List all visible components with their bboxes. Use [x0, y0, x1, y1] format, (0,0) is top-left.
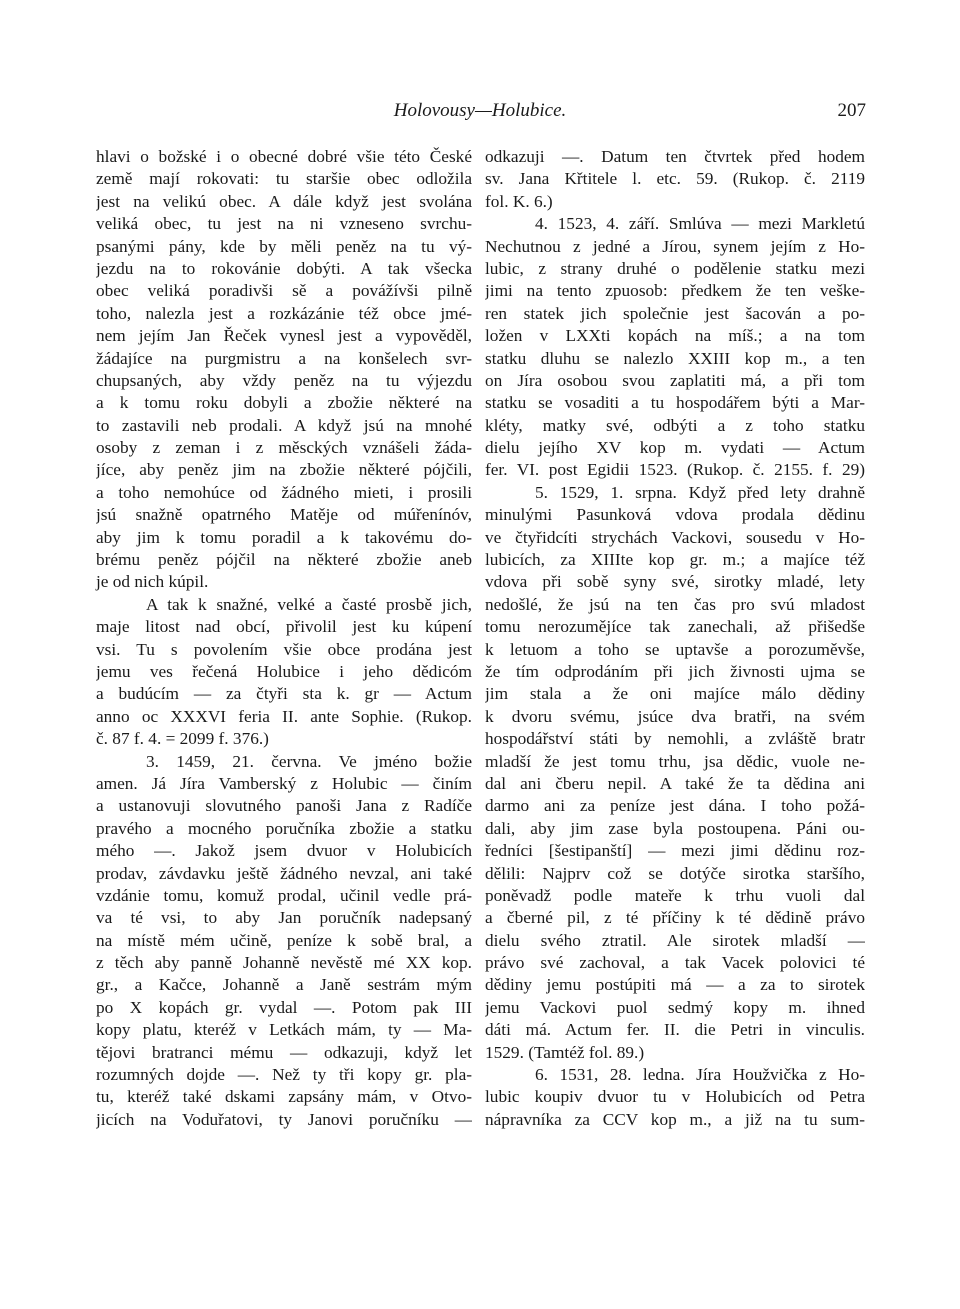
text-line: on Jíra osobou svou zaplatiti má, a při tom [485, 370, 865, 390]
text-line: kopy platu, kteréž v Letkách mám, ty — Ma- [96, 1020, 472, 1040]
text-line: k dvoru svému, jsúce dva bratři, na svém [485, 706, 865, 726]
text-line: ve čtyřidcíti strychách Vackovi, sousedu v Ho- [485, 527, 865, 547]
text-line: veliká obec, tu jest na ni vzneseno svrchu- [96, 214, 472, 234]
text-line: tu, kteréž také dskami zapsány mám, v Otvo- [96, 1087, 472, 1107]
text-line: žádajíce na purgmistru a na konšelech svr- [96, 348, 472, 368]
text-line: tějovi bratranci mému — odkazuji, když let [96, 1042, 472, 1062]
text-line: lubic koupiv dvuor tu v Holubicích od Petra [485, 1087, 865, 1107]
text-line: toho, nalezla jest a rozkázánie též obce jmé- [96, 303, 472, 323]
text-line: Nechutnou z jedné a Jírou, synem jejím z Ho- [485, 236, 865, 256]
text-line: dali, aby jim zase byla postoupena. Páni ou- [485, 818, 865, 838]
text-line: jest na velikú obec. A dále když jest svolána [96, 191, 472, 211]
text-line: dáti má. Actum fer. II. die Petri in vinculis. [485, 1020, 865, 1040]
text-line: jezdu na to rokovánie dobýti. A tak všecka [96, 258, 472, 278]
text-line: chupsaných, aby vždy peněz na tu výjezdu [96, 370, 472, 390]
page-number: 207 [837, 100, 866, 121]
text-line: mého —. Jakož jsem dvuor v Holubicích [96, 841, 472, 861]
text-line: 3. 1459, 21. června. Ve jméno božie [146, 751, 472, 771]
text-line: maje litost nad obcí, přivolil jest ku kúpení [96, 617, 472, 637]
text-line: 4. 1523, 4. září. Smlúva — mezi Markletú [535, 214, 865, 234]
text-line: prodav, závdavku ještě žádného nevzal, ani také [96, 863, 472, 883]
text-line: č. 87 f. 4. = 2099 f. 376.) [96, 729, 269, 749]
text-line: aby jim k tomu poradil a k takovému do- [96, 527, 472, 547]
text-line: pravého a mocného poručníka zbožie a statku [96, 818, 472, 838]
text-line: anno oc XXXVI feria II. ante Sophie. (Rukop. [96, 706, 472, 726]
text-line: ložen v LXXti kopách na míš.; a na tom [485, 326, 865, 346]
text-line: a k tomu roku dobyli a zbožie některé na [96, 393, 472, 413]
text-line: jsú snažně opatrného Matěje od múřenínóv, [96, 505, 472, 525]
text-line: amen. Já Jíra Vamberský z Holubic — činím [96, 773, 472, 793]
text-line: nem jejím Jan Řeček vynesl jest a vypověděl, [96, 326, 472, 346]
text-line: jíce, aby peněz jim na zbožie některé pójčili, [96, 460, 472, 480]
text-line: dělili: Najprv což se dotýče sirotka staršího, [485, 863, 865, 883]
text-line: nedošlé, že jsú na ten čas pro svú mladost [485, 594, 865, 614]
text-line: mladší že jest tomu trhu, jsa dědic, vuole ne- [485, 751, 865, 771]
text-line: z těch aby panně Johanně nevěstě mé XX kop. [96, 953, 472, 973]
text-line: odkazuji —. Datum ten čtvrtek před hodem [485, 147, 865, 166]
text-line: sv. Jana Křtitele l. etc. 59. (Rukop. č. 2119 [485, 169, 865, 189]
text-line: země mají rokovati: tu staršie obec odložila [96, 169, 472, 189]
text-line: dielu jejího XV kop m. vydati — Actum [485, 438, 865, 458]
text-line: statku dluhu se nalezlo XXIII kop m., a ten [485, 348, 865, 368]
text-line: tomu nerozumějíce tak zanechali, až přišedše [485, 617, 865, 637]
text-line: a budúcím — za čtyři sta k. gr — Actum [96, 684, 472, 704]
text-line: ředníci [šestipanští] — mezi jimi dědinu roz- [485, 841, 865, 861]
text-line: jimi na tento zpuosob: předkem že ten veške- [485, 281, 865, 301]
text-line: právo své zachoval, a tak Vacek polovici té [485, 953, 865, 973]
text-line: nápravníka za CCV kop m., a již na tu sum- [485, 1109, 865, 1129]
text-line: jemu Vackovi puol sedmý kopy m. ihned [485, 997, 865, 1017]
text-line: lubic, z strany druhé o podělenie statku mezi [485, 258, 865, 278]
text-line: rozumných dojde —. Než ty tři kopy gr. pla- [96, 1065, 472, 1085]
text-line: ren statek jich společnie jest šacován a po- [485, 303, 865, 323]
text-line: darmo ani za peníze jest dána. I toho požá- [485, 796, 865, 816]
text-line: statku se vosaditi a tu hospodářem býti a Mar- [485, 393, 865, 413]
text-line: A tak k snažné, velké a časté prosbě jich, [146, 594, 472, 614]
text-line: hlavi o božské i o obecné dobré všie této České [96, 147, 472, 166]
text-line: psanými pány, kde by měli peněz na tu vý- [96, 236, 472, 256]
text-line: vsi. Tu s povolením všie obce prodána jest [96, 639, 472, 659]
text-line: kléty, matky své, odbýti a z toho statku [485, 415, 865, 435]
text-line: poněvadž podle mateře k trhu vuoli dal [485, 885, 865, 905]
text-line: hospodářství státi by nemohli, a zvláště bratr [485, 729, 865, 749]
text-line: osoby z zeman i z měsckých vznášeli žáda- [96, 438, 472, 458]
text-line: vzdánie tomu, komuž prodal, učinil vedle prá- [96, 885, 472, 905]
running-header: Holovousy—Holubice. [393, 100, 567, 121]
text-line: po X kopách gr. vydal —. Potom pak III [96, 997, 472, 1017]
text-line: na místě mém učině, peníze k sobě bral, a [96, 930, 472, 950]
text-line: je od nich kúpil. [96, 572, 209, 592]
left-column [96, 146, 472, 1131]
text-line: 1529. (Tamtéž fol. 89.) [485, 1042, 645, 1062]
text-line: fol. K. 6.) [485, 191, 553, 211]
text-line: minulými Pasunková vdova prodala dědinu [485, 505, 865, 525]
text-line: 5. 1529, 1. srpna. Když před lety drahně [535, 482, 865, 502]
text-line: jicích na Voduřatovi, ty Janovi poručníku — [96, 1109, 472, 1129]
text-line: gr., a Kačce, Johanně a Janě sestrám mým [96, 975, 472, 995]
text-line: že tím odprodáním při jich živnosti ujma se [485, 661, 865, 681]
text-line: vdova při sobě syny své, sirotky mladé, lety [485, 572, 865, 592]
text-line: jemu ves řečená Holubice i jeho dědicóm [96, 661, 472, 681]
text-line: to zastavili neb prodali. A když jsú na mnohé [96, 415, 472, 435]
text-line: fer. VI. post Egidii 1523. (Rukop. č. 2155. f. 29) [485, 460, 865, 480]
text-line: 6. 1531, 28. ledna. Jíra Houžvička z Ho- [535, 1065, 865, 1085]
text-line: k letuom a toho se uptavše a porozuměvše, [485, 639, 865, 659]
text-line: obec veliká poradivši sě a povážívši pilně [96, 281, 472, 301]
text-line: dal ani čberu nepil. A také že ta dědina ani [485, 773, 865, 793]
right-column [485, 146, 865, 1131]
text-line: jim stala a že oni majíce málo dědiny [485, 684, 865, 704]
text-line: brému peněz pójčil na některé zbožie aneb [96, 550, 472, 570]
text-line: a čberné pil, z té příčiny k té dědině právo [485, 908, 865, 928]
text-line: dielu svého ztratil. Ale sirotek mladší — [485, 930, 865, 950]
text-line: dědiny jemu postúpiti má — a za to sirotek [485, 975, 865, 995]
text-line: a toho nemohúce od žádného mieti, i prosili [96, 482, 472, 502]
text-line: lubicích, za XIIIte kop gr. m.; a majíce též [485, 550, 865, 570]
text-line: va té vsi, to aby Jan poručník nadepsaný [96, 908, 472, 928]
text-line: a ustanovuji slovutného panoši Jana z Radíče [96, 796, 472, 816]
